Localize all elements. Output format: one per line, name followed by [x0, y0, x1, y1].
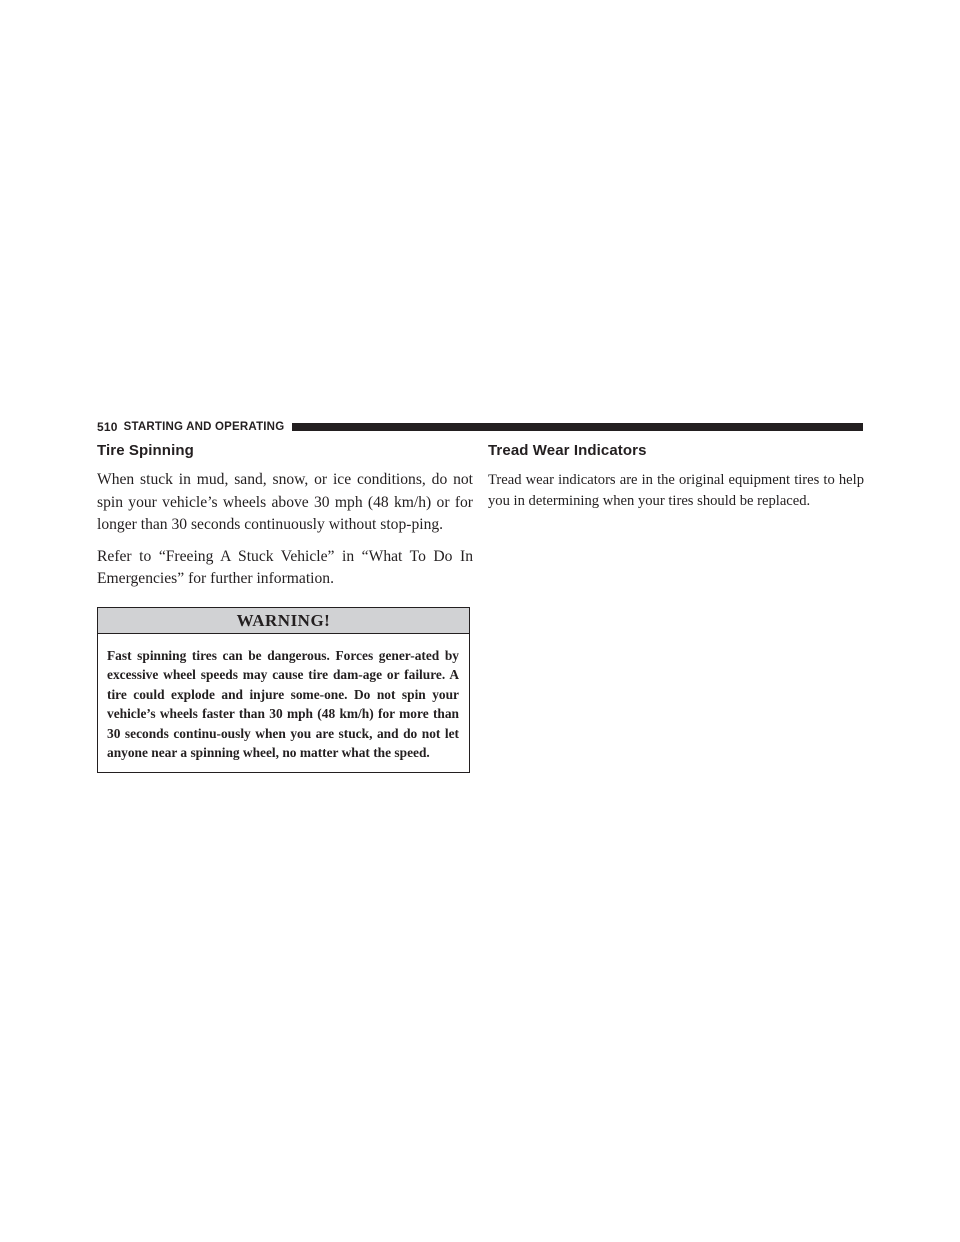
tire-spinning-paragraph: When stuck in mud, sand, snow, or ice conditions, do not spin your vehicle’s wheels above 30 mph (48 km/h) or for longer than 30 seconds continuously without stop-ping.	[97, 471, 473, 533]
page-number: 510	[97, 420, 118, 434]
header-rule	[292, 423, 863, 431]
left-column	[97, 442, 473, 773]
section-title: STARTING AND OPERATING	[123, 421, 285, 433]
right-column	[488, 442, 864, 520]
page-header	[97, 419, 863, 435]
tread-wear-heading: Tread Wear Indicators	[488, 442, 647, 459]
warning-title: WARNING!	[98, 608, 469, 634]
warning-body: Fast spinning tires can be dangerous. Forces gener-ated by excessive wheel speeds may cause tire dam-age or failure. A tire could explode and injure some-one. Do not spin your vehicle’s wheels faster than 30 mph (48 km/h) for more than 30 seconds continu-ously when you are stuck, and do not let anyone near a spinning wheel, no matter what the speed.	[107, 647, 459, 760]
tread-wear-paragraph: Tread wear indicators are in the original equipment tires to help you in determining when your tires should be replaced.	[488, 472, 864, 509]
freeing-stuck-vehicle-reference: Refer to “Freeing A Stuck Vehicle” in “What To Do In Emergencies” for further information.	[97, 547, 473, 587]
tire-spinning-heading: Tire Spinning	[97, 442, 194, 459]
warning-box	[97, 607, 470, 773]
